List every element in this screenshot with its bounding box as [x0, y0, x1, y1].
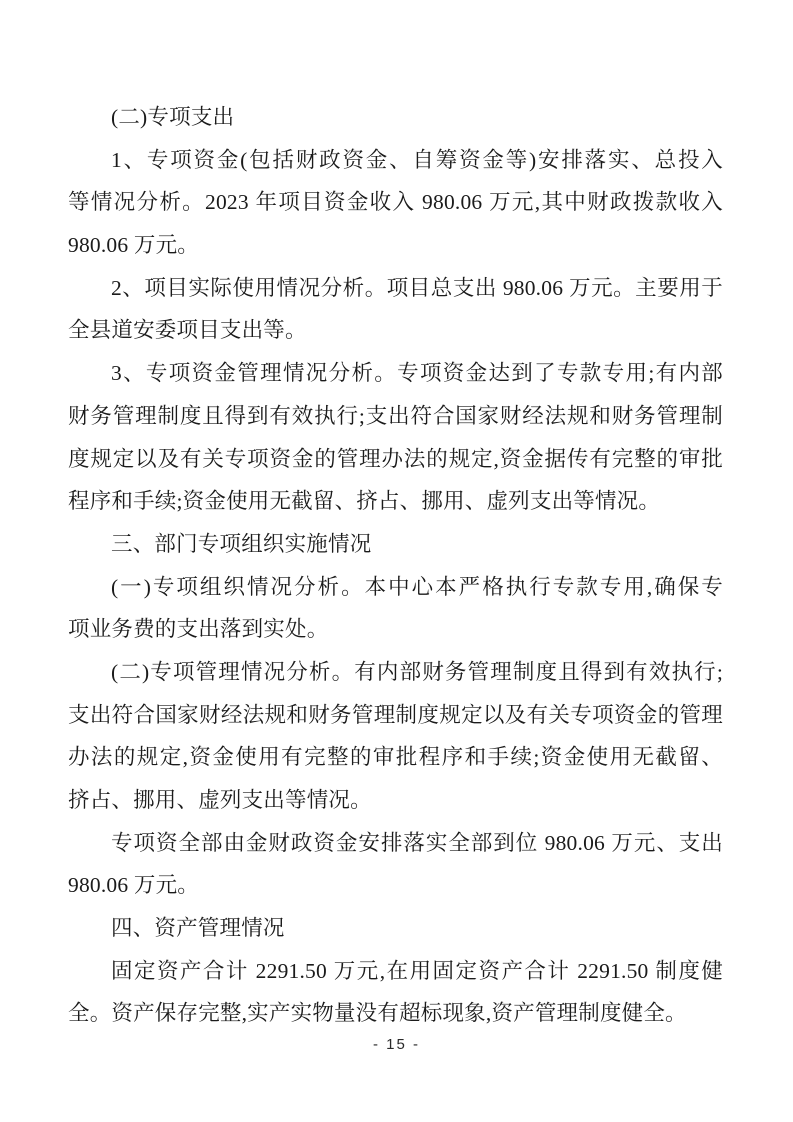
document-line: 2、项目实际使用情况分析。项目总支出 980.06 万元。主要用于 [111, 275, 723, 300]
document-line: 专项资全部由金财政资金安排落实全部到位 980.06 万元、支出 [111, 830, 723, 855]
document-line: 挤占、挪用、虚列支出等情况。 [68, 788, 372, 812]
document-line: 3、专项资金管理情况分析。专项资金达到了专款专用;有内部 [111, 361, 723, 386]
document-line: 度规定以及有关专项资金的管理办法的规定,资金据传有完整的审批 [68, 446, 723, 471]
document-line: 办法的规定,资金使用有完整的审批程序和手续;资金使用无截留、 [68, 745, 723, 770]
document-body [68, 96, 723, 1035]
document-line: 财务管理制度且得到有效执行;支出符合国家财经法规和财务管理制 [68, 403, 723, 428]
document-line: 等情况分析。2023 年项目资金收入 980.06 万元,其中财政拨款收入 [68, 190, 723, 215]
document-line: 980.06 万元。 [68, 233, 200, 258]
document-line: (一)专项组织情况分析。本中心本严格执行专款专用,确保专 [111, 574, 723, 599]
document-line: 程序和手续;资金使用无截留、挤占、挪用、虚列支出等情况。 [68, 489, 661, 514]
document-line: 全县道安委项目支出等。 [68, 318, 307, 343]
document-line: 1、专项资金(包括财政资金、自筹资金等)安排落实、总投入 [111, 147, 723, 172]
document-line: 项业务费的支出落到实处。 [68, 617, 329, 642]
document-line: (二)专项支出 [111, 105, 235, 129]
document-line: 三、部门专项组织实施情况 [111, 531, 372, 556]
document-line: 四、资产管理情况 [111, 916, 285, 941]
page-number: - 15 - [372, 1036, 420, 1053]
document-line: 固定资产合计 2291.50 万元,在用固定资产合计 2291.50 制度健 [111, 958, 723, 983]
document-line: 980.06 万元。 [68, 873, 200, 898]
document-line: 支出符合国家财经法规和财务管理制度规定以及有关专项资金的管理 [68, 702, 723, 727]
document-line: (二)专项管理情况分析。有内部财务管理制度且得到有效执行; [111, 659, 723, 684]
page-footer [0, 1034, 793, 1056]
document-line: 全。资产保存完整,实产实物量没有超标现象,资产管理制度健全。 [68, 1001, 687, 1026]
